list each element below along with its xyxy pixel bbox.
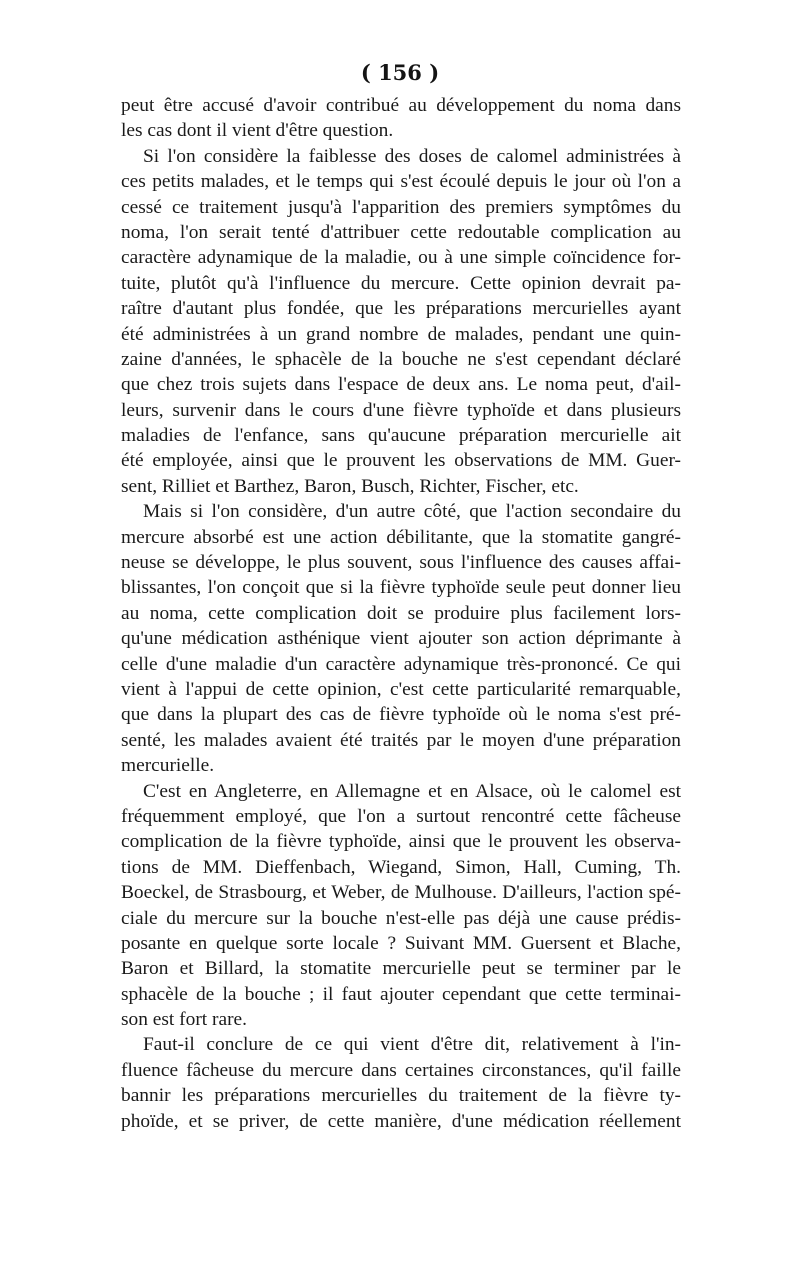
text-line: tions de MM. Dieffenbach, Wiegand, Simon, Hall, Cuming, Th. bbox=[121, 856, 681, 878]
text-line: qu'une médication asthénique vient ajouter son action déprimante à bbox=[121, 628, 681, 650]
text-line: mercurielle. bbox=[121, 755, 215, 777]
text-line: sent, Rilliet et Barthez, Baron, Busch, Richter, Fischer, etc. bbox=[121, 475, 579, 497]
text-line: C'est en Angleterre, en Allemagne et en Alsace, où le calomel est bbox=[143, 780, 681, 802]
text-line: vient à l'appui de cette opinion, c'est cette particularité remarquable, bbox=[121, 678, 681, 700]
text-line: bannir les préparations mercurielles du traitement de la fièvre ty- bbox=[121, 1085, 681, 1107]
text-line: les cas dont il vient d'être question. bbox=[121, 120, 394, 142]
text-line: leurs, survenir dans le cours d'une fièvre typhoïde et dans plusieurs bbox=[121, 399, 681, 421]
text-line: au noma, cette complication doit se produire plus facilement lors- bbox=[121, 602, 681, 624]
paragraph bbox=[121, 499, 681, 778]
text-line: blissantes, l'on conçoit que si la fièvre typhoïde seule peut donner lieu bbox=[121, 577, 681, 599]
text-line: ciale du mercure sur la bouche n'est-elle pas déjà une cause prédis- bbox=[121, 907, 681, 929]
page-number: ( 156 ) bbox=[360, 60, 440, 85]
text-line: caractère adynamique de la maladie, ou à une simple coïncidence for- bbox=[121, 247, 681, 269]
text-line: neuse se développe, le plus souvent, sous l'influence des causes affai- bbox=[121, 552, 681, 574]
text-line: cessé ce traitement jusqu'à l'apparition des premiers symptômes du bbox=[121, 196, 681, 218]
text-line: Si l'on considère la faiblesse des doses de calomel administrées à bbox=[143, 145, 681, 167]
text-line: mercure absorbé est une action débilitante, que la stomatite gangré- bbox=[121, 526, 681, 548]
text-line: ces petits malades, et le temps qui s'est écoulé depuis le jour où l'on a bbox=[121, 171, 681, 193]
text-line: phoïde, et se priver, de cette manière, d'une médication réellement bbox=[121, 1110, 681, 1132]
text-line: que dans la plupart des cas de fièvre typhoïde où le noma s'est pré- bbox=[121, 704, 681, 726]
text-line: sphacèle de la bouche ; il faut ajouter cependant que cette terminai- bbox=[121, 983, 681, 1005]
text-line: fluence fâcheuse du mercure dans certaines circonstances, qu'il faille bbox=[121, 1059, 681, 1081]
text-line: noma, l'on serait tenté d'attribuer cette redoutable complication au bbox=[121, 221, 681, 243]
paragraph bbox=[121, 144, 681, 499]
body-text bbox=[121, 93, 681, 1134]
text-line: posante en quelque sorte locale ? Suivant MM. Guersent et Blache, bbox=[121, 932, 681, 954]
paragraph bbox=[121, 1032, 681, 1134]
text-line: Faut-il conclure de ce qui vient d'être dit, relativement à l'in- bbox=[143, 1034, 681, 1056]
text-line: senté, les malades avaient été traités par le moyen d'une préparation bbox=[121, 729, 681, 751]
paragraph bbox=[121, 779, 681, 1033]
text-line: peut être accusé d'avoir contribué au développement du noma dans bbox=[121, 95, 681, 116]
text-line: tuite, plutôt qu'à l'influence du mercure. Cette opinion devrait pa- bbox=[121, 272, 681, 294]
text-line: raître d'autant plus fondée, que les préparations mercurielles ayant bbox=[121, 298, 681, 320]
text-line: fréquemment employé, que l'on a surtout rencontré cette fâcheuse bbox=[121, 805, 681, 827]
text-line: son est fort rare. bbox=[121, 1009, 247, 1031]
text-line: Mais si l'on considère, d'un autre côté, que l'action secondaire du bbox=[143, 501, 681, 523]
text-line: maladies de l'enfance, sans qu'aucune préparation mercurielle ait bbox=[121, 425, 681, 447]
text-line: été employée, ainsi que le prouvent les observations de MM. Guer- bbox=[121, 450, 681, 472]
text-line: Boeckel, de Strasbourg, et Weber, de Mulhouse. D'ailleurs, l'action spé- bbox=[121, 882, 681, 904]
text-line: complication de la fièvre typhoïde, ainsi que le prouvent les observa- bbox=[121, 831, 681, 853]
text-line: zaine d'années, le sphacèle de la bouche ne s'est cependant déclaré bbox=[121, 348, 681, 370]
text-line: Baron et Billard, la stomatite mercurielle peut se terminer par le bbox=[121, 958, 681, 980]
text-line: celle d'une maladie d'un caractère adynamique très-prononcé. Ce qui bbox=[121, 653, 681, 675]
text-line: que chez trois sujets dans l'espace de deux ans. Le noma peut, d'ail- bbox=[121, 374, 681, 396]
text-line: été administrées à un grand nombre de malades, pendant une quin- bbox=[121, 323, 681, 345]
paragraph bbox=[121, 93, 681, 144]
